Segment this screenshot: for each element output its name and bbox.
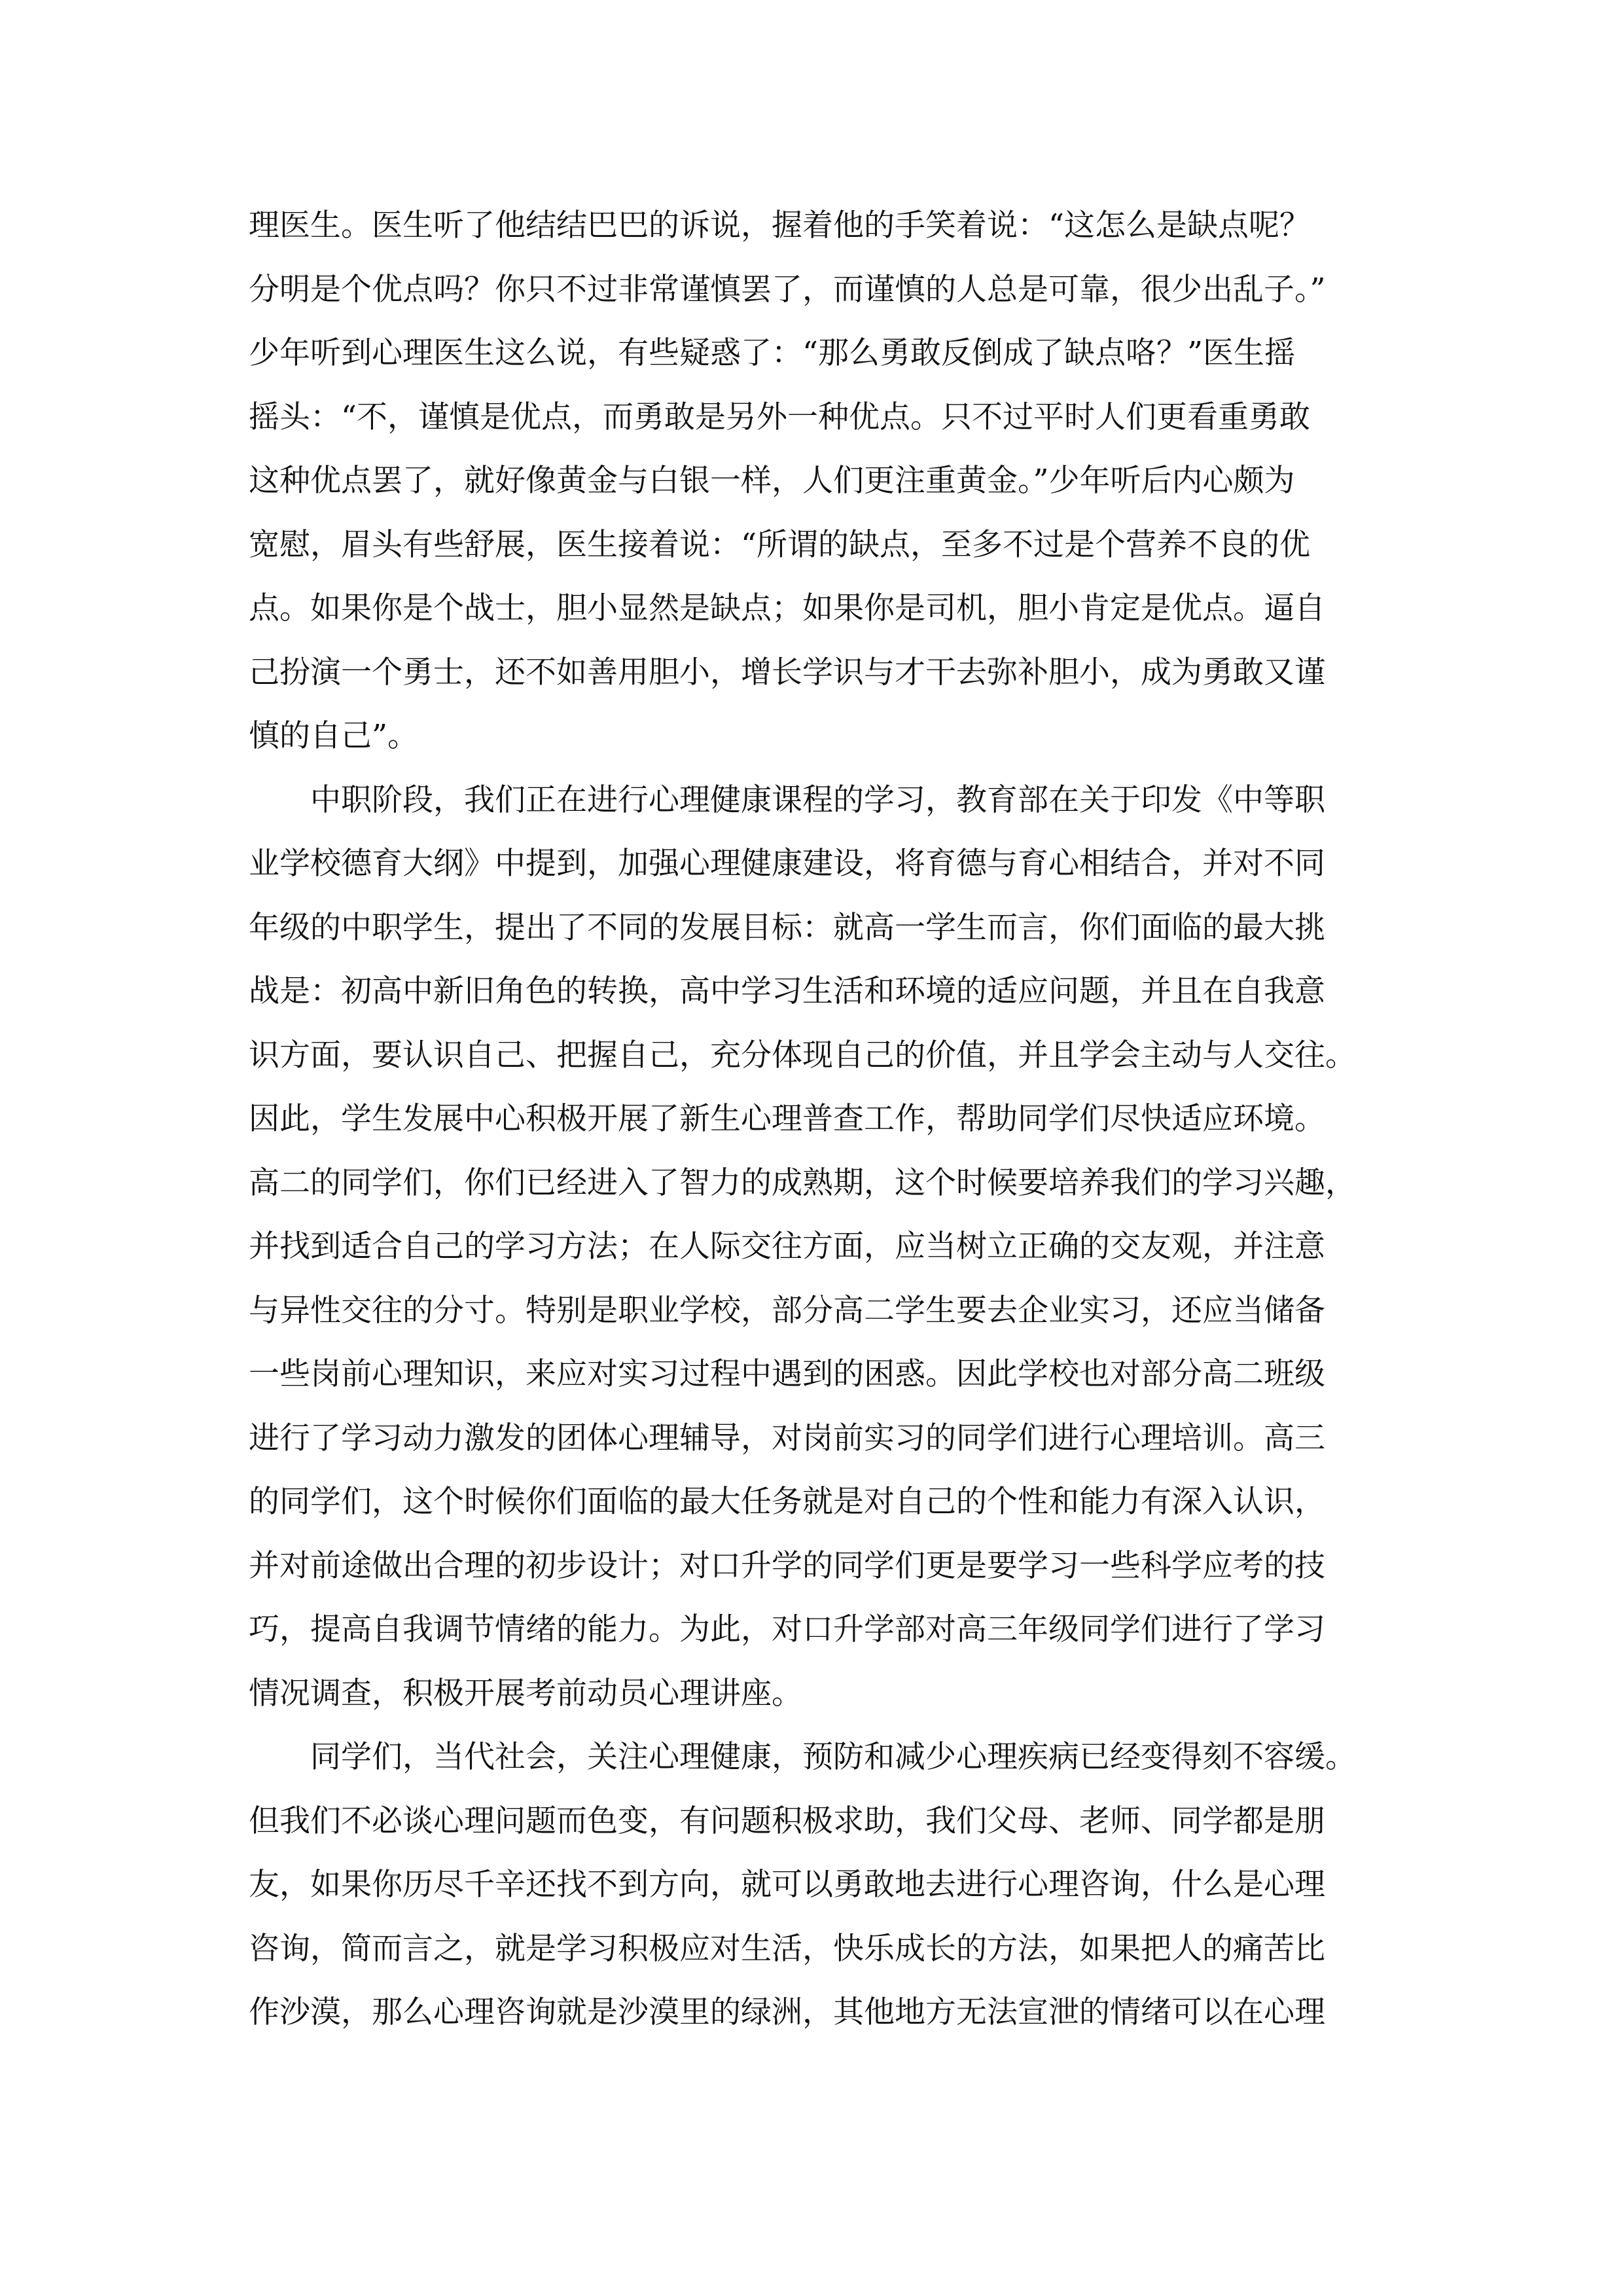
text-line: 摇头：“不，谨慎是优点，而勇敢是另外一种优点。只不过平时人们更看重勇敢 <box>249 399 1311 435</box>
text-line: 进行了学习动力激发的团体心理辅导，对岗前实习的同学们进行心理培训。高三 <box>249 1420 1325 1456</box>
text-line: 情况调查，积极开展考前动员心理讲座。 <box>249 1675 802 1712</box>
text-line: 并对前途做出合理的初步设计；对口升学的同学们更是要学习一些科学应考的技 <box>249 1547 1325 1584</box>
text-line: 业学校德育大纲》中提到，加强心理健康建设，将育德与育心相结合，并对不同 <box>249 846 1325 882</box>
text-line: 并找到适合自己的学习方法；在人际交往方面，应当树立正确的交友观，并注意 <box>249 1229 1325 1265</box>
text-line: 战是：初高中新旧角色的转换，高中学习生活和环境的适应问题，并且在自我意 <box>249 973 1325 1009</box>
text-line: 与异性交往的分寸。特别是职业学校，部分高二学生要去企业实习，还应当储备 <box>249 1292 1325 1329</box>
text-line: 高二的同学们，你们已经进入了智力的成熟期，这个时候要培养我们的学习兴趣， <box>249 1164 1356 1201</box>
text-line: 己扮演一个勇士，还不如善用胆小，增长学识与才干去弥补胆小，成为勇敢又谨 <box>249 654 1325 691</box>
text-line: 识方面，要认识自己、把握自己，充分体现自己的价值，并且学会主动与人交往。 <box>249 1037 1356 1073</box>
text-line: 巧，提高自我调节情绪的能力。为此，对口升学部对高三年级同学们进行了学习 <box>249 1611 1325 1647</box>
text-line: 宽慰，眉头有些舒展，医生接着说：“所谓的缺点，至多不过是个营养不良的优 <box>249 526 1311 563</box>
text-line: 咨询，简而言之，就是学习积极应对生活，快乐成长的方法，如果把人的痛苦比 <box>249 1930 1325 1967</box>
text-line: 一些岗前心理知识，来应对实习过程中遇到的困惑。因此学校也对部分高二班级 <box>249 1356 1325 1392</box>
paragraph-start-line: 同学们，当代社会，关注心理健康，预防和减少心理疾病已经变得刻不容缓。 <box>249 1739 1356 1775</box>
text-line: 少年听到心理医生这么说，有些疑惑了：“那么勇敢反倒成了缺点咯？”医生摇 <box>249 335 1296 371</box>
text-line: 慎的自己”。 <box>249 718 419 754</box>
text-line: 年级的中职学生，提出了不同的发展目标：就高一学生而言，你们面临的最大挑 <box>249 909 1325 946</box>
text-line: 的同学们，这个时候你们面临的最大任务就是对自己的个性和能力有深入认识， <box>249 1484 1325 1520</box>
text-line: 分明是个优点吗？你只不过非常谨慎罢了，而谨慎的人总是可靠，很少出乱子。” <box>249 271 1326 308</box>
text-line: 理医生。医生听了他结结巴巴的诉说，握着他的手笑着说：“这怎么是缺点呢？ <box>249 207 1311 243</box>
text-line: 但我们不必谈心理问题而色变，有问题积极求助，我们父母、老师、同学都是朋 <box>249 1803 1325 1839</box>
text-line: 这种优点罢了，就好像黄金与白银一样，人们更注重黄金。”少年听后内心颇为 <box>249 463 1295 499</box>
text-line: 友，如果你历尽千辛还找不到方向，就可以勇敢地去进行心理咨询，什么是心理 <box>249 1867 1325 1903</box>
text-line: 因此，学生发展中心积极开展了新生心理普查工作，帮助同学们尽快适应环境。 <box>249 1101 1325 1137</box>
paragraph-start-line: 中职阶段，我们正在进行心理健康课程的学习，教育部在关于印发《中等职 <box>249 781 1325 818</box>
text-line: 点。如果你是个战士，胆小显然是缺点；如果你是司机，胆小肯定是优点。逼自 <box>249 590 1325 626</box>
body-text <box>249 194 1381 2045</box>
text-line: 作沙漠，那么心理咨询就是沙漠里的绿洲，其他地方无法宣泄的情绪可以在心理 <box>249 1994 1325 2030</box>
